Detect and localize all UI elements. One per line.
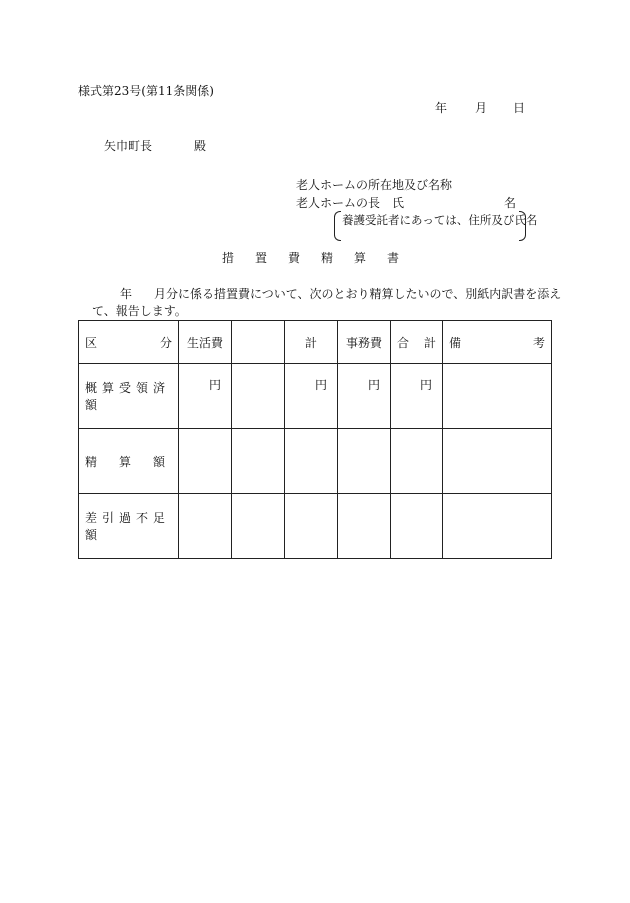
- cell-admin: [338, 429, 391, 494]
- cell-living: [179, 429, 232, 494]
- home-head-label: 老人ホームの長 氏: [296, 196, 405, 210]
- body-year: 年: [120, 287, 133, 301]
- table-row: [79, 429, 552, 494]
- date-month: 月: [475, 101, 488, 115]
- header-total: 合 計: [391, 321, 443, 364]
- cell-total: 円: [391, 364, 443, 429]
- cell-total: [391, 429, 443, 494]
- cell-blank: [232, 494, 285, 559]
- body-paragraph: [92, 286, 562, 320]
- home-name-suffix: 名: [504, 196, 517, 210]
- table-row: [79, 494, 552, 559]
- header-blank: [232, 321, 285, 364]
- cell-remarks: [443, 364, 552, 429]
- cell-admin: 円: [338, 364, 391, 429]
- body-text: 月分に係る措置費について、次のとおり精算したいので、別紙内訳書を添えて、報告します。: [92, 287, 562, 318]
- title-char: 置: [255, 251, 268, 265]
- header-subtotal: 計: [285, 321, 338, 364]
- title-char: 精: [321, 251, 334, 265]
- date-line: [435, 99, 525, 116]
- settlement-table: [78, 320, 552, 559]
- header-living-cost: 生活費: [179, 321, 232, 364]
- cell-subtotal: 円: [285, 364, 338, 429]
- cell-living: [179, 494, 232, 559]
- row-label: 差引過不足額: [79, 494, 179, 559]
- cell-blank: [232, 429, 285, 494]
- cell-living: 円: [179, 364, 232, 429]
- row-label: 概算受領済額: [79, 364, 179, 429]
- note-text: 養護受託者にあっては、住所及び氏名: [342, 213, 538, 227]
- form-number: 様式第23号(第11条関係): [78, 84, 214, 98]
- table-row: [79, 364, 552, 429]
- date-year: 年: [435, 101, 448, 115]
- note-bracket: [334, 211, 538, 241]
- home-head-line: [296, 194, 516, 211]
- row-label: 精 算 額: [79, 429, 179, 494]
- title-char: 費: [288, 251, 301, 265]
- table-header-row: [79, 321, 552, 364]
- document-title: [222, 249, 420, 266]
- header-admin-cost: 事務費: [338, 321, 391, 364]
- header-remarks: 備 考: [443, 321, 552, 364]
- cell-remarks: [443, 494, 552, 559]
- cell-remarks: [443, 429, 552, 494]
- title-char: 書: [387, 251, 400, 265]
- cell-total: [391, 494, 443, 559]
- addressee-honorific: 殿: [194, 139, 207, 153]
- title-char: 算: [354, 251, 367, 265]
- left-bracket: [334, 211, 341, 241]
- cell-blank: [232, 364, 285, 429]
- addressee: [104, 137, 206, 154]
- title-char: 措: [222, 251, 235, 265]
- cell-subtotal: [285, 494, 338, 559]
- header-category: 区 分: [79, 321, 179, 364]
- cell-admin: [338, 494, 391, 559]
- home-address-label: 老人ホームの所在地及び名称: [296, 178, 453, 192]
- right-bracket: [519, 211, 526, 241]
- cell-subtotal: [285, 429, 338, 494]
- date-day: 日: [513, 101, 526, 115]
- addressee-title: 矢巾町長: [104, 139, 153, 153]
